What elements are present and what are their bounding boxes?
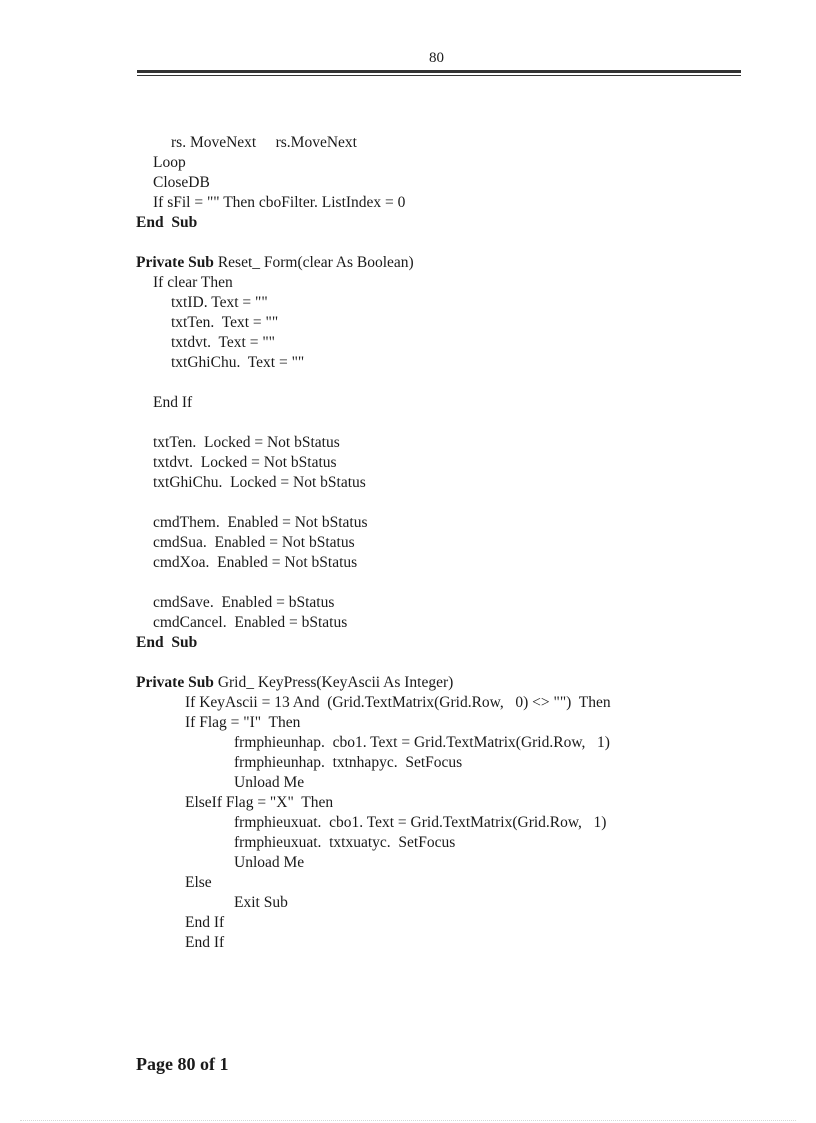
header-rule-thin	[137, 75, 741, 76]
code-text: frmphieuxuat. txtxuatyc. SetFocus	[234, 834, 456, 851]
code-line	[0, 653, 816, 673]
code-line	[0, 833, 816, 853]
code-text: End If	[153, 394, 193, 411]
code-line	[0, 413, 816, 433]
code-keyword: Private Sub	[136, 674, 214, 691]
code-text: ElseIf Flag = "X" Then	[185, 794, 334, 811]
bottom-dotted-rule	[20, 1120, 796, 1121]
code-text: Grid_ KeyPress(KeyAscii As Integer)	[213, 674, 454, 691]
code-line	[0, 753, 816, 773]
code-line	[0, 393, 816, 413]
page-footer: Page 80 of 1	[136, 1054, 229, 1074]
code-text: CloseDB	[153, 174, 210, 191]
code-text: frmphieunhap. txtnhapyc. SetFocus	[234, 754, 463, 771]
code-text: txtTen. Locked = Not bStatus	[153, 434, 340, 451]
code-line	[0, 773, 816, 793]
code-line	[0, 193, 816, 213]
code-text: txtdvt. Text = ""	[171, 334, 275, 351]
code-text: Else	[185, 874, 212, 891]
code-line	[0, 473, 816, 493]
code-line	[0, 233, 816, 253]
code-text: Unload Me	[234, 774, 305, 791]
code-line	[0, 533, 816, 553]
code-keyword: End Sub	[136, 214, 198, 231]
code-line	[0, 453, 816, 473]
code-keyword: Private Sub	[136, 254, 214, 271]
code-text: If Flag = "I" Then	[185, 714, 301, 731]
code-keyword: End Sub	[136, 634, 198, 651]
code-text: If KeyAscii = 13 And (Grid.TextMatrix(Grid.Row, 0) <> "") Then	[185, 694, 611, 711]
code-text: txtTen. Text = ""	[171, 314, 279, 331]
code-text: Loop	[153, 154, 186, 171]
code-text: Reset_ Form(clear As Boolean)	[213, 254, 414, 271]
code-text: rs. MoveNext rs.MoveNext	[171, 134, 357, 151]
code-text: cmdSua. Enabled = Not bStatus	[153, 534, 355, 551]
code-line	[0, 733, 816, 753]
code-line	[0, 673, 816, 693]
code-line	[0, 853, 816, 873]
code-text: If clear Then	[153, 274, 233, 291]
code-text: cmdXoa. Enabled = Not bStatus	[153, 554, 358, 571]
code-line	[0, 493, 816, 513]
code-line	[0, 873, 816, 893]
code-line	[0, 613, 816, 633]
code-line	[0, 153, 816, 173]
code-line	[0, 693, 816, 713]
code-text: txtdvt. Locked = Not bStatus	[153, 454, 337, 471]
code-line	[0, 573, 816, 593]
code-text: frmphieuxuat. cbo1. Text = Grid.TextMatrix(Grid.Row, 1)	[234, 814, 607, 831]
code-text: If sFil = "" Then cboFilter. ListIndex = 0	[153, 194, 406, 211]
code-text: cmdThem. Enabled = Not bStatus	[153, 514, 368, 531]
code-text: cmdCancel. Enabled = bStatus	[153, 614, 348, 631]
code-line	[0, 513, 816, 533]
code-line	[0, 593, 816, 613]
code-text: frmphieunhap. cbo1. Text = Grid.TextMatrix(Grid.Row, 1)	[234, 734, 610, 751]
code-text: txtGhiChu. Locked = Not bStatus	[153, 474, 366, 491]
code-line	[0, 813, 816, 833]
code-line	[0, 133, 816, 153]
code-line	[0, 273, 816, 293]
code-line	[0, 173, 816, 193]
code-line	[0, 333, 816, 353]
code-text: cmdSave. Enabled = bStatus	[153, 594, 335, 611]
code-text: txtID. Text = ""	[171, 294, 268, 311]
code-line	[0, 633, 816, 653]
code-line	[0, 793, 816, 813]
page-number: 80	[429, 50, 444, 66]
code-listing	[0, 133, 816, 953]
code-line	[0, 213, 816, 233]
code-line	[0, 373, 816, 393]
code-text: Unload Me	[234, 854, 305, 871]
code-text: Exit Sub	[234, 894, 288, 911]
code-line	[0, 933, 816, 953]
code-line	[0, 913, 816, 933]
code-line	[0, 893, 816, 913]
code-line	[0, 353, 816, 373]
code-line	[0, 253, 816, 273]
code-line	[0, 713, 816, 733]
code-line	[0, 433, 816, 453]
code-line	[0, 293, 816, 313]
code-text: txtGhiChu. Text = ""	[171, 354, 305, 371]
code-text: End If	[185, 934, 225, 951]
header-rule-thick	[137, 70, 741, 73]
code-line	[0, 313, 816, 333]
code-text: End If	[185, 914, 225, 931]
code-line	[0, 553, 816, 573]
